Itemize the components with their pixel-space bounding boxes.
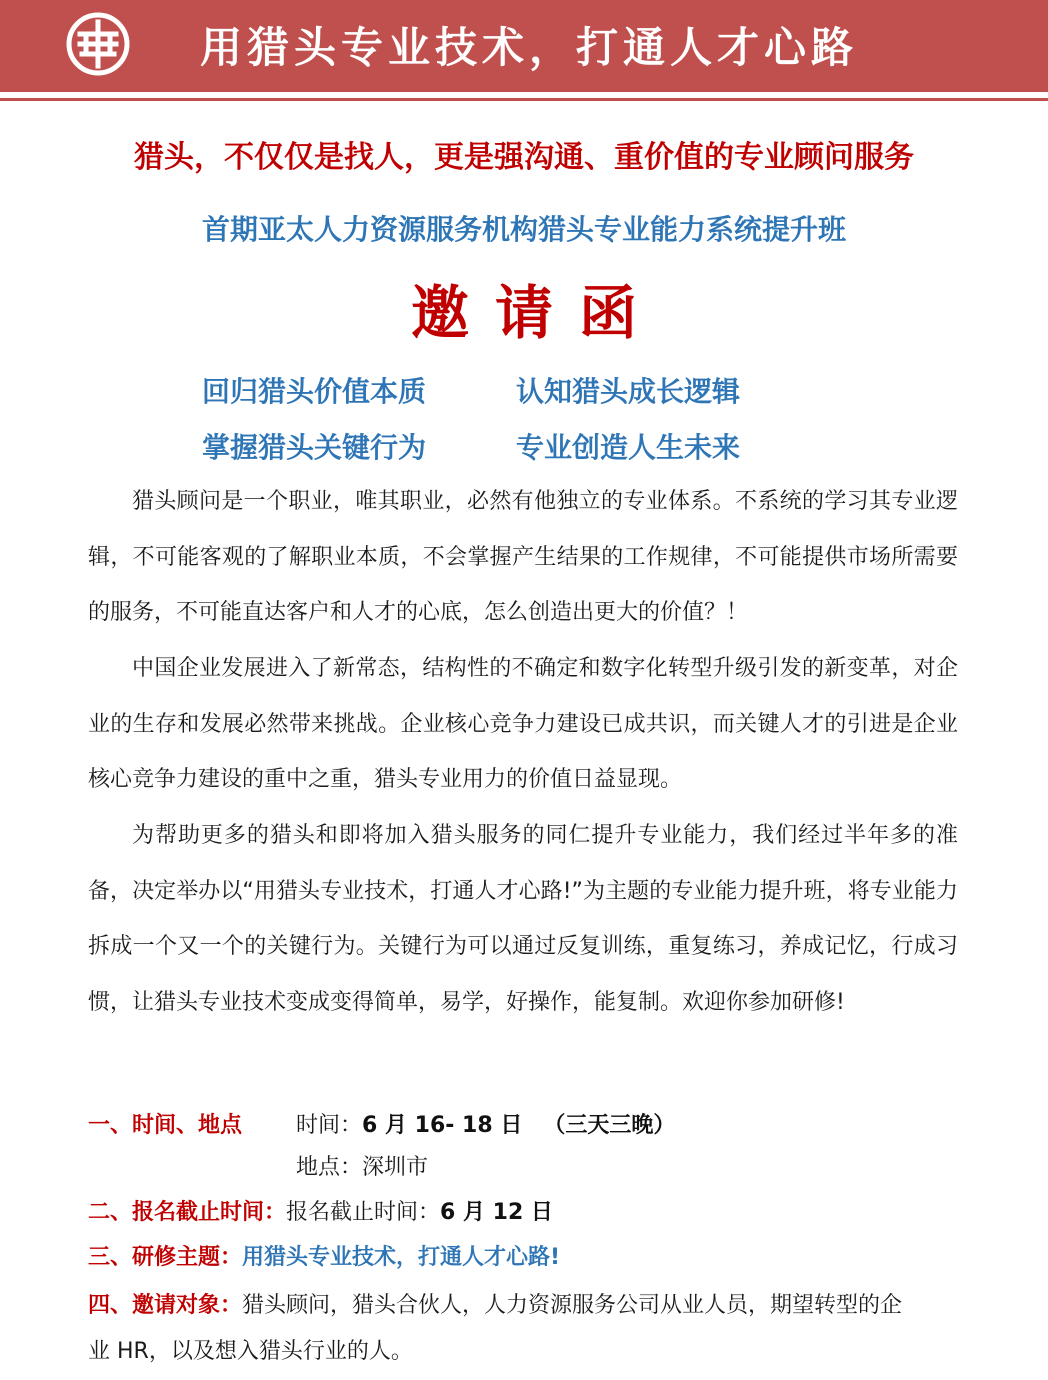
theme-value: 用猎头专业技术，打通人才心路! — [242, 1245, 561, 1270]
section-audience — [88, 1288, 902, 1324]
deadline-value: 6 月 12 日 — [440, 1200, 553, 1225]
place-prefix: 地点： — [296, 1155, 363, 1180]
slogan-4: 专业创造人生未来 — [516, 431, 741, 464]
audience-line-2: 业 HR，以及想入猎头行业的人。 — [88, 1339, 413, 1364]
audience-line-1: 猎头顾问，猎头合伙人，人力资源服务公司从业人员，期望转型的企 — [242, 1293, 903, 1318]
time-value: 6 月 16- 18 日 — [362, 1113, 523, 1138]
paragraph-2: 中国企业发展进入了新常态，结构性的不确定和数字化转型升级引发的新变革，对企业的生存和发展必然带来挑战。企业核心竞争力建设已成共识，而关键人才的引进是企业核心竞争力建设的重中之重，猎头专业用力的价值日益显现。 — [88, 656, 958, 793]
place-line — [296, 1150, 428, 1186]
section-label: 一、时间、地点 — [88, 1113, 243, 1138]
invitation-title: 邀请函 — [410, 279, 663, 347]
slogan-2: 认知猎头成长逻辑 — [516, 375, 741, 408]
circle-emblem-icon — [66, 12, 130, 76]
paragraph-1: 猎头顾问是一个职业，唯其职业，必然有他独立的专业体系。不系统的学习其专业逻辑，不可能客观的了解职业本质，不会掌握产生结果的工作规律，不可能提供市场所需要的服务，不可能直达客户和人才的心底，怎么创造出更大的价值？！ — [88, 489, 958, 626]
section-theme — [88, 1240, 560, 1276]
banner-title: 用猎头专业技术，打通人才心路 — [200, 23, 859, 72]
time-prefix: 时间： — [296, 1113, 363, 1138]
section-label: 四、邀请对象： — [88, 1293, 243, 1318]
time-line — [296, 1108, 675, 1144]
headline-red: 猎头，不仅仅是找人，更是强沟通、重价值的专业顾问服务 — [134, 140, 914, 175]
section-deadline — [88, 1195, 553, 1231]
section-label: 三、研修主题： — [88, 1245, 243, 1270]
headline-blue: 首期亚太人力资源服务机构猎头专业能力系统提升班 — [201, 213, 846, 246]
time-note: （三天三晚） — [543, 1113, 676, 1138]
section-label: 二、报名截止时间： — [88, 1200, 287, 1225]
paragraph-3: 为帮助更多的猎头和即将加入猎头服务的同仁提升专业能力，我们经过半年多的准备，决定举办以“用猎头专业技术，打通人才心路!”为主题的专业能力提升班，将专业能力拆成一个又一个的关键行为。关键行为可以通过反复训练，重复练习，养成记忆，行成习惯，让猎头专业技术变成变得简单，易学，好操作，能复制。欢迎你参加研修! — [88, 823, 958, 1015]
slogan-1: 回归猎头价值本质 — [202, 375, 427, 408]
place-value: 深圳市 — [362, 1155, 429, 1180]
section-time-place — [88, 1108, 242, 1144]
header-divider — [0, 98, 1048, 101]
deadline-prefix: 报名截止时间： — [286, 1200, 441, 1225]
slogan-3: 掌握猎头关键行为 — [202, 431, 427, 464]
